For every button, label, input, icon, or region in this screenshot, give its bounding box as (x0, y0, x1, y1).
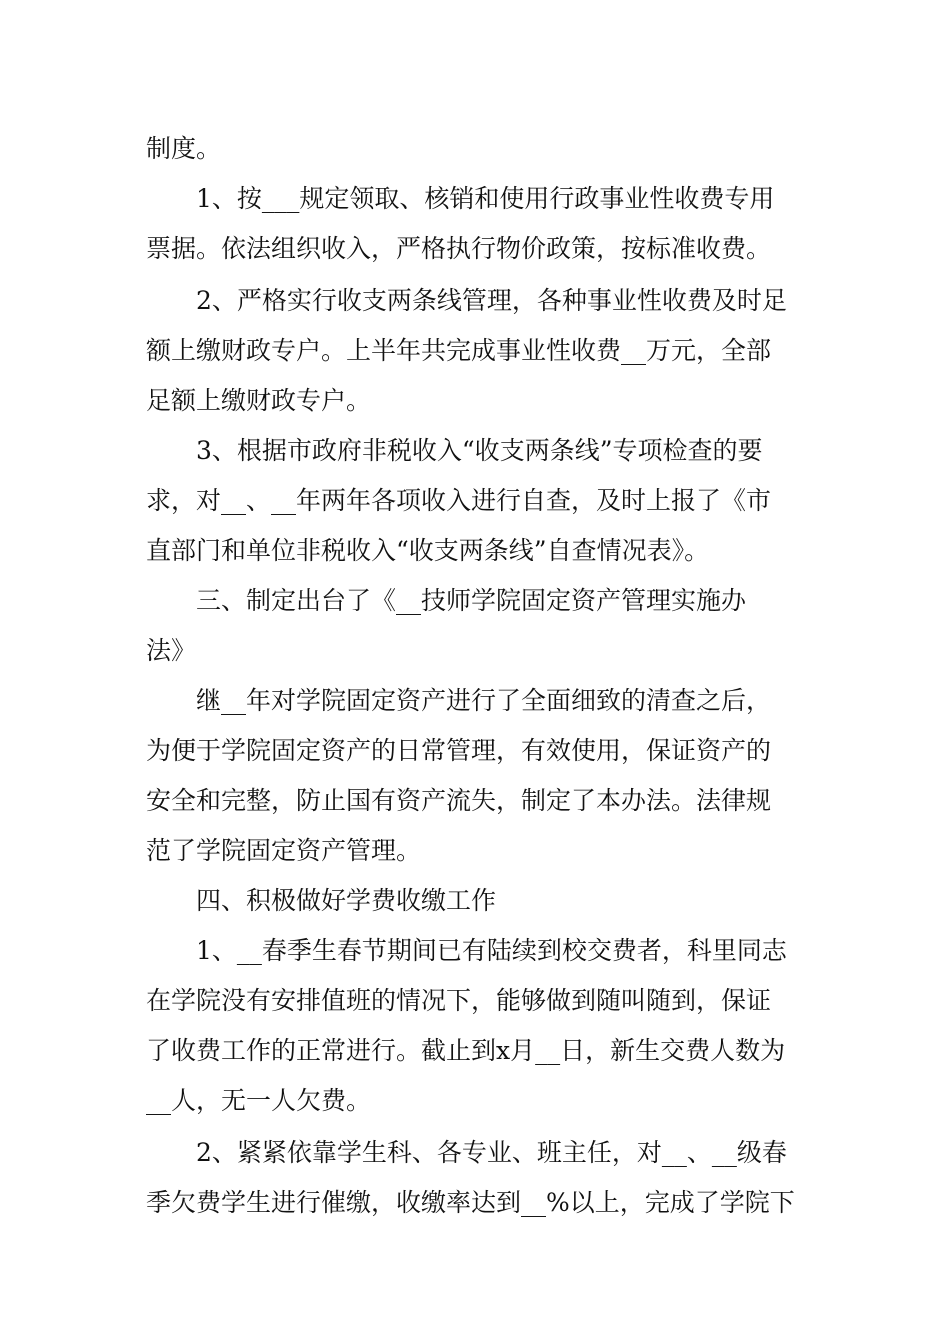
paragraph-line: 1、__春季生春节期间已有陆续到校交费者，科里同志 (196, 936, 787, 965)
paragraph-line: 在学院没有安排值班的情况下，能够做到随叫随到，保证 (146, 986, 772, 1015)
paragraph-line: 3、根据市政府非税收入“收支两条线”专项检查的要 (196, 436, 763, 465)
paragraph-line: 继__年对学院固定资产进行了全面细致的清查之后， (196, 686, 772, 715)
section-heading: 法》 (146, 636, 197, 665)
section-heading: 三、制定出台了《__技师学院固定资产管理实施办 (196, 586, 747, 615)
paragraph-line: 安全和完整，防止国有资产流失，制定了本办法。法律规 (146, 786, 772, 815)
paragraph-line: 足额上缴财政专户。 (146, 386, 372, 415)
paragraph-line: 为便于学院固定资产的日常管理，有效使用，保证资产的 (146, 736, 772, 765)
paragraph-line: 1、按___规定领取、核销和使用行政事业性收费专用 (196, 184, 775, 213)
paragraph-line: 制度。 (146, 134, 222, 163)
paragraph-line: 范了学院固定资产管理。 (146, 836, 422, 865)
paragraph-line: 2、紧紧依靠学生科、各专业、班主任，对__、__级春 (196, 1138, 787, 1167)
paragraph-line: 了收费工作的正常进行。截止到x月__日，新生交费人数为 (146, 1036, 786, 1065)
paragraph-line: __人，无一人欠费。 (146, 1086, 372, 1115)
paragraph-line: 额上缴财政专户。上半年共完成事业性收费__万元，全部 (146, 336, 772, 365)
paragraph-line: 直部门和单位非税收入“收支两条线”自查情况表》。 (146, 536, 710, 565)
paragraph-line: 票据。依法组织收入，严格执行物价政策，按标准收费。 (146, 234, 772, 263)
paragraph-line: 求，对__、__年两年各项收入进行自查，及时上报了《市 (146, 486, 772, 515)
paragraph-line: 2、严格实行收支两条线管理，各种事业性收费及时足 (196, 286, 787, 315)
section-heading: 四、积极做好学费收缴工作 (196, 886, 497, 915)
paragraph-line: 季欠费学生进行催缴，收缴率达到__%以上，完成了学院下 (146, 1188, 795, 1217)
